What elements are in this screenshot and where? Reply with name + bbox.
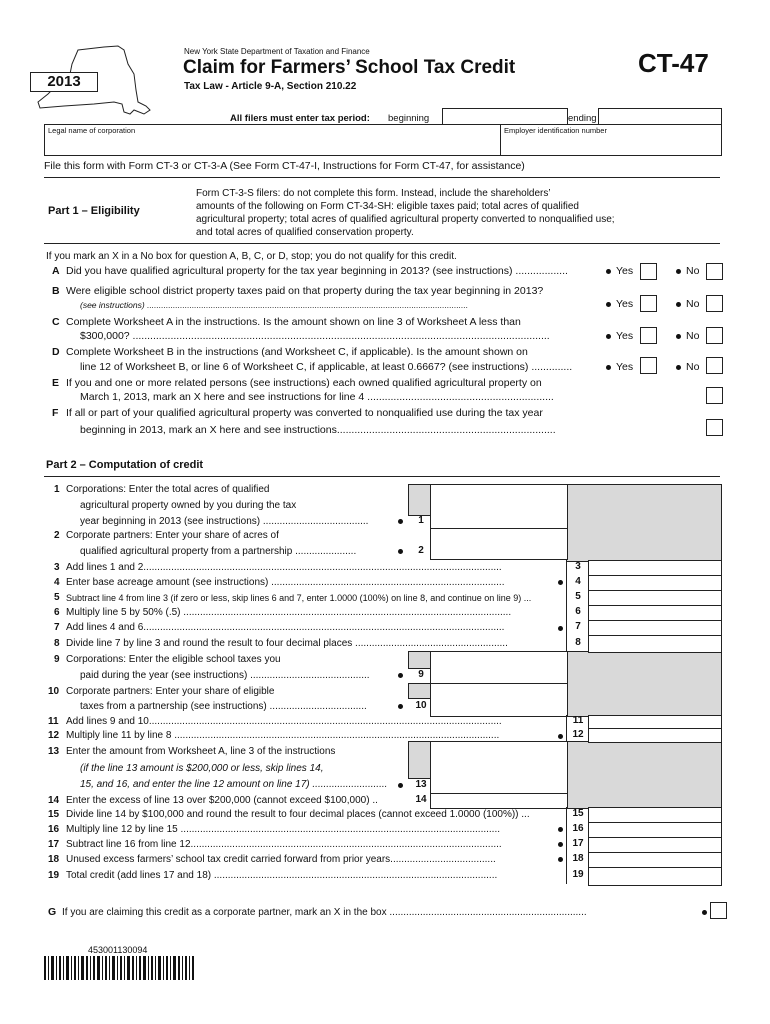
line-4-number: 4: [54, 577, 60, 588]
line-1-entry[interactable]: [430, 484, 568, 530]
q-b-text-2: (see instructions) ........................................................................................................................................: [80, 300, 469, 310]
line-19-number: 19: [48, 870, 60, 881]
q-d-text-1: Complete Worksheet B in the instructions (and Worksheet C, if applicable). Is the amount shown on: [66, 346, 528, 358]
barcode-image: [44, 956, 194, 980]
line-10-text: Corporate partners: Enter your share of eligible: [66, 686, 275, 697]
box-label-16: 16: [572, 823, 584, 834]
box-label-2: 2: [418, 545, 424, 556]
q-c-no-label: No: [686, 330, 700, 342]
q-c-no-checkbox[interactable]: [706, 327, 723, 344]
q-d-letter: D: [52, 346, 60, 358]
line-9-text-2: paid during the year (see instructions) ...........................................: [80, 670, 370, 681]
q-b-letter: B: [52, 285, 60, 297]
file-with-note: File this form with Form CT-3 or CT-3-A (See Form CT-47-I, Instructions for Form CT-47, for assistance): [44, 160, 525, 172]
line-18-text: Unused excess farmers’ school tax credit carried forward from prior years......................................: [66, 854, 496, 865]
part2-gray-block-3: [566, 741, 722, 809]
box-label-1: 1: [418, 515, 424, 526]
beginning-label: beginning: [388, 113, 430, 124]
line-9-number: 9: [54, 654, 60, 665]
part2-title: Part 2 – Computation of credit: [46, 459, 204, 471]
q-d-yes-label: Yes: [616, 361, 634, 373]
q-f-checkbox[interactable]: [706, 419, 723, 436]
part2-gray-block-2: [566, 651, 722, 717]
line-13-entry[interactable]: [430, 741, 568, 795]
line-13-text: Enter the amount from Worksheet A, line 3 of the instructions: [66, 746, 336, 757]
line-11-text: Add lines 9 and 10...............................................................................................................................: [66, 716, 502, 727]
line-11-number: 11: [48, 716, 59, 727]
line-10-entry[interactable]: [430, 683, 568, 717]
line-9-entry[interactable]: [430, 651, 568, 685]
line-8-text: Divide line 7 by line 3 and round the result to four decimal places .......................................................: [66, 638, 508, 649]
form-id: CT-47: [638, 48, 709, 78]
box-label-18: 18: [572, 853, 584, 864]
year-badge: 2013: [30, 72, 98, 92]
q-c-text-2: $300,000? ...............................................................................................................................................: [80, 330, 550, 342]
q-a-no-checkbox[interactable]: [706, 263, 723, 280]
q-f-letter: F: [52, 407, 59, 419]
line-13-number: 13: [48, 746, 60, 757]
line-14-entry[interactable]: [430, 793, 568, 809]
q-a-yes-checkbox[interactable]: [640, 263, 657, 280]
box-label-9: 9: [418, 669, 424, 680]
line-12-number: 12: [48, 730, 60, 741]
tax-period-label: All filers must enter tax period:: [230, 113, 370, 124]
part1-title: Part 1 – Eligibility: [48, 205, 140, 217]
part1-intro: If you mark an X in a No box for question A, B, C, or D, stop; you do not qualify for this credit.: [46, 251, 457, 262]
form-subtitle: Tax Law - Article 9-A, Section 210.22: [184, 81, 357, 92]
q-d-no-checkbox[interactable]: [706, 357, 723, 374]
box-label-3: 3: [575, 561, 581, 572]
line-1-text: Corporations: Enter the total acres of qualified: [66, 484, 270, 495]
line-15-number: 15: [48, 809, 60, 820]
line-8-number: 8: [54, 638, 60, 649]
line-5-text: Subtract line 4 from line 3 (if zero or less, skip lines 6 and 7, enter 1.0000 (100%) on line 8, and continue on line 9) ...: [66, 593, 532, 603]
line-g-letter: G: [48, 906, 57, 918]
line-18-number: 18: [48, 854, 60, 865]
line-7-text: Add lines 4 and 6..................................................................................................................................: [66, 622, 505, 633]
q-e-letter: E: [52, 377, 60, 389]
line-4-text: Enter base acreage amount (see instructions) ....................................................................................: [66, 577, 505, 588]
q-f-text-2: beginning in 2013, mark an X here and see instructions...........................................................................: [80, 424, 556, 436]
q-b-yes-label: Yes: [616, 298, 634, 310]
q-c-letter: C: [52, 316, 60, 328]
line-8-entry[interactable]: [588, 635, 722, 653]
box-label-12: 12: [572, 729, 584, 740]
form-title: Claim for Farmers’ School Tax Credit: [183, 57, 516, 78]
q-c-yes-label: Yes: [616, 330, 634, 342]
ein-label: Employer identification number: [504, 126, 607, 135]
q-c-yes-checkbox[interactable]: [640, 327, 657, 344]
line-13-text-2: (if the line 13 amount is $200,000 or less, skip lines 14,: [80, 763, 324, 774]
part2-gray-small-3: [408, 683, 432, 699]
part2-gray-small-1: [408, 484, 432, 516]
line-13-text-3: 15, and 16, and enter the line 12 amount on line 17) ...........................: [80, 779, 388, 790]
box-label-5: 5: [575, 591, 581, 602]
line-5-number: 5: [54, 592, 60, 603]
q-a-text: Did you have qualified agricultural property for the tax year beginning in 2013? (see instructions) ..................: [66, 265, 568, 277]
part1-note-3: agricultural property; total acres of qualified agricultural property converted to nonqualified use;: [196, 214, 615, 225]
line-14-number: 14: [48, 795, 60, 806]
part2-gray-block-1: [566, 484, 722, 562]
q-b-text-1: Were eligible school district property taxes paid on that property during the tax year beginning in 2013?: [66, 285, 544, 297]
q-d-text-2: line 12 of Worksheet B, or line 6 of Worksheet C, if applicable, at least 0.6667? (see instructions) ..............: [80, 361, 573, 373]
line-2-number: 2: [54, 530, 60, 541]
q-e-text-1: If you and one or more related persons (see instructions) each owned qualified agricultural property on: [66, 377, 542, 389]
ending-label: ending: [568, 113, 597, 124]
line-17-number: 17: [48, 839, 60, 850]
q-f-text-1: If all or part of your qualified agricultural property was converted to nonqualified use during the tax year: [66, 407, 543, 419]
box-label-11: 11: [572, 715, 584, 726]
box-label-19: 19: [572, 869, 584, 880]
line-2-text: Corporate partners: Enter your share of acres of: [66, 530, 279, 541]
box-label-17: 17: [572, 838, 584, 849]
part1-note-1: Form CT-3-S filers: do not complete this form. Instead, include the shareholders’: [196, 188, 551, 199]
part1-note-2: amounts of the following on Form CT-34-SH: eligible taxes paid; total acres of qualified: [196, 201, 579, 212]
part2-gray-small-2: [408, 651, 432, 669]
line-1-text-3: year beginning in 2013 (see instructions) ......................................: [80, 516, 369, 527]
line-6-number: 6: [54, 607, 60, 618]
line-14-text: Enter the excess of line 13 over $200,000 (cannot exceed $100,000) ..: [66, 795, 378, 806]
line-10-text-2: taxes from a partnership (see instructions) ...................................: [80, 701, 367, 712]
line-3-number: 3: [54, 562, 60, 573]
q-a-no-label: No: [686, 265, 700, 277]
line-12-text: Multiply line 11 by line 8 .....................................................................................................................: [66, 730, 500, 741]
line-9-text: Corporations: Enter the eligible school taxes you: [66, 654, 281, 665]
q-d-no-label: No: [686, 361, 700, 373]
q-d-yes-checkbox[interactable]: [640, 357, 657, 374]
line-19-text: Total credit (add lines 17 and 18) ......................................................................................................: [66, 870, 498, 881]
line-12-entry[interactable]: [588, 728, 722, 743]
line-1-number: 1: [54, 484, 60, 495]
line-15-text: Divide line 14 by $100,000 and round the result to four decimal places (cannot exceed 1.0000 (100%)) ...: [66, 809, 530, 820]
line-g-checkbox[interactable]: [710, 902, 727, 919]
q-a-yes-label: Yes: [616, 265, 634, 277]
line-16-text: Multiply line 12 by line 15 ...................................................................................................................: [66, 824, 501, 835]
line-16-number: 16: [48, 824, 60, 835]
q-c-text-1: Complete Worksheet A in the instructions. Is the amount shown on line 3 of Worksheet A less than: [66, 316, 521, 328]
box-label-6: 6: [575, 606, 581, 617]
box-label-13: 13: [415, 779, 427, 790]
line-10-number: 10: [48, 686, 60, 697]
barcode-number: 453001130094: [88, 945, 148, 955]
box-label-15: 15: [572, 808, 584, 819]
q-a-letter: A: [52, 265, 60, 277]
line-2-entry[interactable]: [430, 528, 568, 560]
box-label-7: 7: [575, 621, 581, 632]
q-b-no-label: No: [686, 298, 700, 310]
part1-note-4: and total acres of qualified conservation property.: [196, 227, 414, 238]
q-b-yes-checkbox[interactable]: [640, 295, 657, 312]
box-label-14: 14: [415, 794, 427, 805]
line-2-text-2: qualified agricultural property from a partnership ......................: [80, 546, 357, 557]
q-b-no-checkbox[interactable]: [706, 295, 723, 312]
box-label-8: 8: [575, 637, 581, 648]
part2-gray-small-4: [408, 741, 432, 779]
line-6-text: Multiply line 5 by 50% (.5) ......................................................................................................................: [66, 607, 512, 618]
box-label-10: 10: [415, 700, 427, 711]
line-17-text: Subtract line 16 from line 12................................................................................................................: [66, 839, 502, 850]
line-g-text: If you are claiming this credit as a corporate partner, mark an X in the box .......................................................................: [62, 907, 587, 918]
line-7-number: 7: [54, 622, 60, 633]
line-3-text: Add lines 1 and 2.................................................................................................................................: [66, 562, 502, 573]
q-e-checkbox[interactable]: [706, 387, 723, 404]
box-label-4: 4: [575, 576, 581, 587]
line-19-entry[interactable]: [588, 867, 722, 886]
line-1-text-2: agricultural property owned by you during the tax: [80, 500, 297, 511]
legal-name-label: Legal name of corporation: [48, 126, 136, 135]
q-e-text-2: March 1, 2013, mark an X here and see instructions for line 4 ................................................................: [80, 391, 554, 403]
agency-name: New York State Department of Taxation and Finance: [184, 47, 370, 56]
